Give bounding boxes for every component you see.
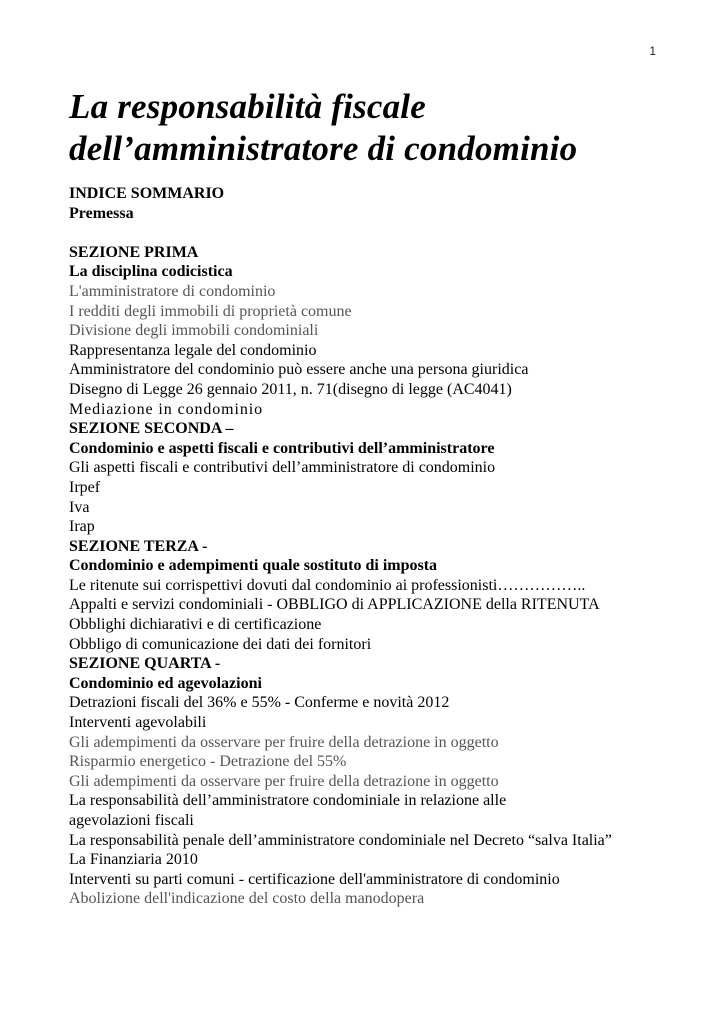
toc-item: Disegno di Legge 26 gennaio 2011, n. 71(disegno di legge (AC4041) xyxy=(69,380,512,398)
toc-item: L'amministratore di condominio xyxy=(69,282,276,300)
section-2-subheading: Condominio e aspetti fiscali e contributivi dell’amministratore xyxy=(69,439,495,457)
toc-item: Interventi su parti comuni - certificazione dell'amministratore di condominio xyxy=(69,870,560,888)
toc-item: Detrazioni fiscali del 36% e 55% - Conferme e novità 2012 xyxy=(69,694,450,712)
section-4-subheading: Condominio ed agevolazioni xyxy=(69,674,262,692)
toc-item: Le ritenute sui corrispettivi dovuti dal condominio ai professionisti…………….. xyxy=(69,576,586,594)
toc-item: La Finanziaria 2010 xyxy=(69,851,198,869)
toc-item: Irap xyxy=(69,518,95,536)
section-3-heading: SEZIONE TERZA - xyxy=(69,537,208,555)
title-line-2: dell’amministratore di condominio xyxy=(69,129,578,168)
toc-item: Obbligo di comunicazione dei dati dei fornitori xyxy=(69,635,372,653)
toc-item: Gli adempimenti da osservare per fruire della detrazione in oggetto xyxy=(69,733,499,751)
spacer xyxy=(69,223,709,243)
toc-item: agevolazioni fiscali xyxy=(69,812,194,829)
toc-item: Obblighi dichiarativi e di certificazione xyxy=(69,616,322,634)
section-1-subheading: La disciplina codicistica xyxy=(69,263,233,281)
toc-item: Rappresentanza legale del condominio xyxy=(69,341,317,359)
toc-item: Iva xyxy=(69,498,90,516)
toc-item: Mediazione in condominio xyxy=(69,400,264,418)
toc-item: I redditi degli immobili di proprietà comune xyxy=(69,302,352,320)
section-4-heading: SEZIONE QUARTA - xyxy=(69,655,221,673)
title-line-1: La responsabilità fiscale xyxy=(69,87,426,126)
toc-item: La responsabilità dell’amministratore condominiale in relazione alle xyxy=(69,792,507,810)
page-number: 1 xyxy=(649,44,656,58)
section-2-heading: SEZIONE SECONDA – xyxy=(69,420,234,438)
toc-item: Gli adempimenti da osservare per fruire della detrazione in oggetto xyxy=(69,772,499,790)
toc-item: La responsabilità penale dell’amministratore condominiale nel Decreto “salva Italia” xyxy=(69,831,612,849)
toc-item: Interventi agevolabili xyxy=(69,714,207,732)
premessa-heading: Premessa xyxy=(69,204,134,222)
section-3-subheading: Condominio e adempimenti quale sostituto di imposta xyxy=(69,557,438,575)
index-heading: INDICE SOMMARIO xyxy=(69,185,225,202)
section-1-heading: SEZIONE PRIMA xyxy=(69,243,199,261)
toc-item: Irpef xyxy=(69,478,101,496)
toc-item: Abolizione dell'indicazione del costo della manodopera xyxy=(69,890,425,908)
toc-item: Amministratore del condominio può essere anche una persona giuridica xyxy=(69,361,529,379)
toc-item: Appalti e servizi condominiali - OBBLIGO di APPLICAZIONE della RITENUTA xyxy=(69,596,600,614)
toc-item: Divisione degli immobili condominiali xyxy=(69,322,319,340)
table-of-contents xyxy=(69,184,709,909)
toc-item: Risparmio energetico - Detrazione del 55% xyxy=(69,753,347,771)
document-title xyxy=(69,86,577,170)
toc-item: Gli aspetti fiscali e contributivi dell’amministratore di condominio xyxy=(69,459,496,477)
